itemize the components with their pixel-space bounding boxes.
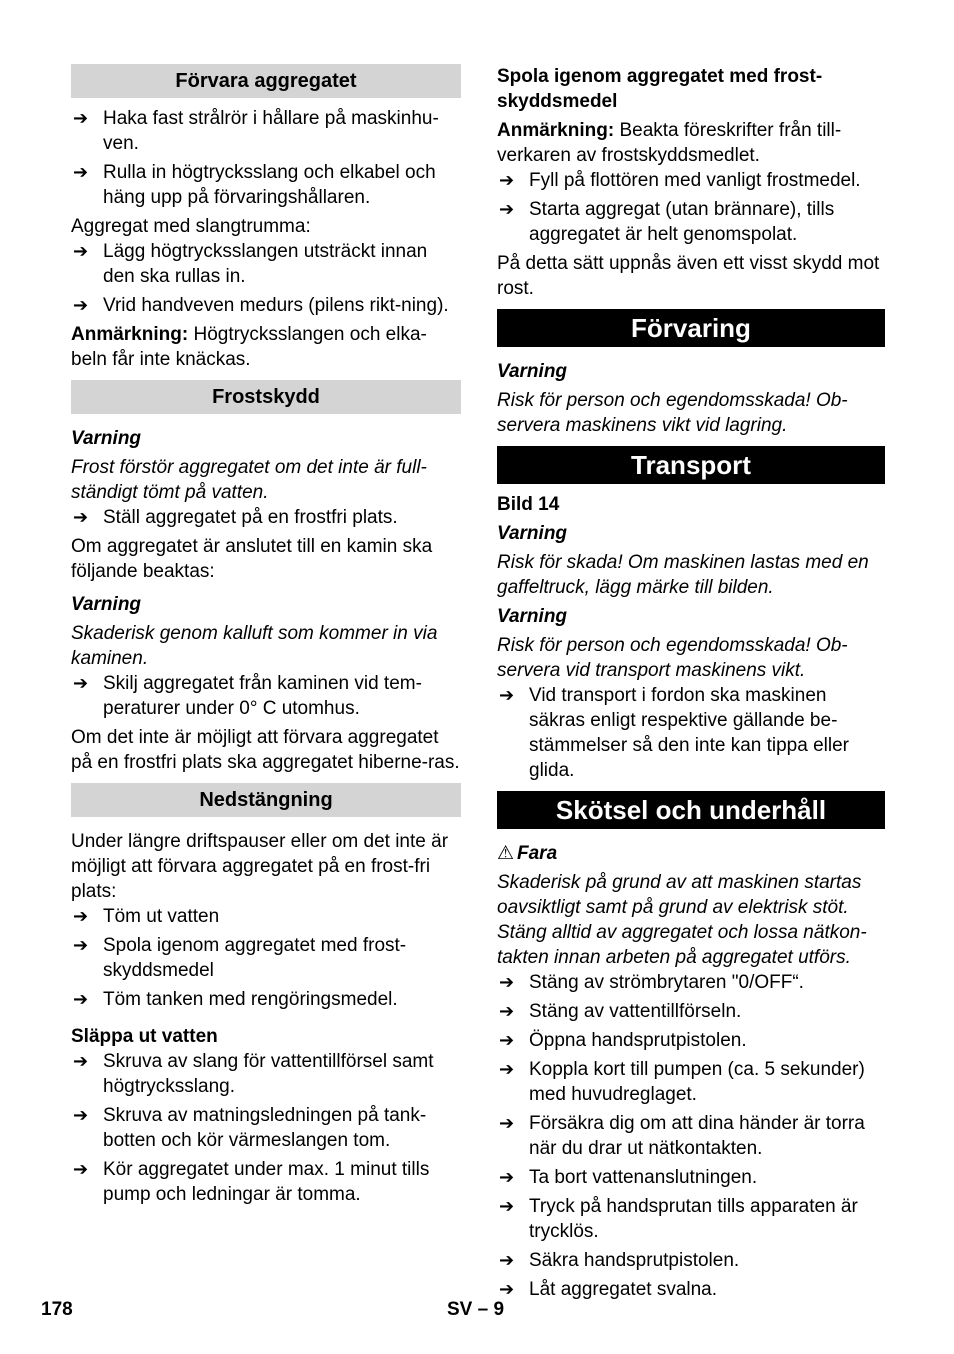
arrow-icon: ➔ bbox=[499, 1167, 515, 1187]
list-item: ➔ Ställ aggregatet på en frostfri plats. bbox=[73, 507, 398, 528]
list-item: ➔ Lägg högtrycksslangen utsträckt innan den ska rullas in. bbox=[73, 241, 428, 287]
warning-label: Varning bbox=[497, 606, 568, 627]
list-item: ➔ Fyll på flottören med vanligt frostmedel. bbox=[499, 170, 861, 191]
heading-skotsel-och-underhall: Skötsel och underhåll bbox=[497, 791, 885, 829]
warning-text: Risk för person och egendomsskada! Ob-servera maskinens vikt vid lagring. bbox=[497, 390, 848, 436]
list-item: ➔ Ta bort vattenanslutningen. bbox=[499, 1167, 758, 1188]
arrow-icon: ➔ bbox=[499, 1030, 515, 1050]
warning-text: Risk för skada! Om maskinen lastas med en gaffeltruck, lägg märke till bilden. bbox=[497, 552, 869, 598]
list-item: ➔ Starta aggregat (utan brännare), tills aggregatet är helt genomspolat. bbox=[499, 199, 835, 245]
heading-frostskydd: Frostskydd bbox=[71, 380, 461, 414]
arrow-icon: ➔ bbox=[499, 1113, 515, 1133]
paragraph: Under längre driftspauser eller om det inte är möjligt att förvara aggregatet på en frost-fri plats: bbox=[71, 831, 449, 902]
left-column bbox=[71, 64, 461, 1207]
warning-label: Varning bbox=[71, 594, 142, 615]
list-item: ➔ Töm ut vatten bbox=[73, 906, 220, 927]
warning-label: Varning bbox=[71, 428, 142, 449]
arrow-icon: ➔ bbox=[499, 972, 515, 992]
paragraph: Aggregat med slangtrumma: bbox=[71, 216, 311, 237]
list-item: ➔ Tryck på handsprutan tills apparaten är trycklös. bbox=[499, 1196, 858, 1242]
arrow-icon: ➔ bbox=[499, 1196, 515, 1216]
danger-label: ⚠ Fara bbox=[497, 843, 558, 864]
warning-label: Varning bbox=[497, 361, 568, 382]
arrow-icon: ➔ bbox=[73, 1105, 89, 1125]
list-item: ➔ Stäng av vattentillförseln. bbox=[499, 1001, 742, 1022]
arrow-icon: ➔ bbox=[499, 1059, 515, 1079]
list-item: ➔ Skruva av matningsledningen på tank-botten och kör värmeslangen tom. bbox=[73, 1105, 427, 1151]
arrow-icon: ➔ bbox=[499, 685, 515, 705]
heading-forvara-aggregatet: Förvara aggregatet bbox=[71, 64, 461, 98]
warning-triangle-icon: ⚠ bbox=[497, 843, 515, 864]
arrow-icon: ➔ bbox=[73, 241, 89, 261]
note: Anmärkning: Beakta föreskrifter från till-verkaren av frostskyddsmedlet. bbox=[497, 120, 842, 166]
list-item: ➔ Haka fast strålrör i hållare på maskinhu-ven. bbox=[73, 108, 439, 154]
list-item: ➔ Skilj aggregatet från kaminen vid tem-peraturer under 0° C utomhus. bbox=[73, 673, 422, 719]
arrow-icon: ➔ bbox=[73, 162, 89, 182]
arrow-icon: ➔ bbox=[499, 199, 515, 219]
arrow-icon: ➔ bbox=[73, 108, 89, 128]
page-number: 178 bbox=[41, 1299, 73, 1320]
arrow-icon: ➔ bbox=[73, 507, 89, 527]
list-item: ➔ Kör aggregatet under max. 1 minut tills pump och ledningar är tomma. bbox=[73, 1159, 430, 1205]
arrow-icon: ➔ bbox=[499, 1001, 515, 1021]
heading-forvaring: Förvaring bbox=[497, 309, 885, 347]
paragraph: Om det inte är möjligt att förvara aggregatet på en frostfri plats ska aggregatet hiberne-ras. bbox=[71, 727, 460, 773]
list-item: ➔ Säkra handsprutpistolen. bbox=[499, 1250, 740, 1271]
paragraph: Om aggregatet är anslutet till en kamin ska följande beaktas: bbox=[71, 536, 433, 582]
warning-text: Skaderisk genom kalluft som kommer in via kaminen. bbox=[71, 623, 438, 669]
heading-nedstangning: Nedstängning bbox=[71, 783, 461, 817]
warning-label: Varning bbox=[497, 523, 568, 544]
note: Anmärkning: Högtrycksslangen och elka-beln får inte knäckas. bbox=[71, 324, 427, 370]
arrow-icon: ➔ bbox=[73, 906, 89, 926]
warning-text: Risk för person och egendomsskada! Ob-servera vid transport maskinens vikt. bbox=[497, 635, 848, 681]
figure-reference: Bild 14 bbox=[497, 494, 560, 515]
list-item: ➔ Försäkra dig om att dina händer är torra när du drar ut nätkontakten. bbox=[499, 1113, 865, 1159]
subheading-spola-igenom: Spola igenom aggregatet med frost-skyddsmedel bbox=[497, 66, 823, 112]
heading-transport: Transport bbox=[497, 446, 885, 484]
subheading-slappa-ut-vatten: Släppa ut vatten bbox=[71, 1026, 218, 1047]
danger-text: Skaderisk på grund av att maskinen startas oavsiktligt samt på grund av elektrisk stöt. Stäng alltid av aggregatet och lossa nätkon-takten innan arbeten på aggregatet utförs. bbox=[497, 872, 867, 968]
list-item: ➔ Låt aggregatet svalna. bbox=[499, 1279, 718, 1300]
right-column bbox=[497, 64, 885, 1302]
arrow-icon: ➔ bbox=[499, 170, 515, 190]
list-item: ➔ Vrid handveven medurs (pilens rikt-ning). bbox=[73, 295, 449, 316]
list-item: ➔ Öppna handsprutpistolen. bbox=[499, 1030, 747, 1051]
arrow-icon: ➔ bbox=[73, 673, 89, 693]
arrow-icon: ➔ bbox=[499, 1250, 515, 1270]
arrow-icon: ➔ bbox=[499, 1279, 515, 1299]
list-item: ➔ Rulla in högtrycksslang och elkabel och häng upp på förvaringshållaren. bbox=[73, 162, 436, 208]
list-item: ➔ Skruva av slang för vattentillförsel samt högtrycksslang. bbox=[73, 1051, 434, 1097]
warning-text: Frost förstör aggregatet om det inte är full-ständigt tömt på vatten. bbox=[71, 457, 427, 503]
arrow-icon: ➔ bbox=[73, 1159, 89, 1179]
arrow-icon: ➔ bbox=[73, 989, 89, 1009]
list-item: ➔ Stäng av strömbrytaren "0/OFF“. bbox=[499, 972, 804, 993]
arrow-icon: ➔ bbox=[73, 935, 89, 955]
paragraph: På detta sätt uppnås även ett visst skydd mot rost. bbox=[497, 253, 880, 299]
list-item: ➔ Vid transport i fordon ska maskinen säkras enligt respektive gällande be-stämmelser så den inte kan tippa eller glida. bbox=[499, 685, 849, 781]
arrow-icon: ➔ bbox=[73, 295, 89, 315]
list-item: ➔ Koppla kort till pumpen (ca. 5 sekunder) med huvudreglaget. bbox=[499, 1059, 865, 1105]
list-item: ➔ Töm tanken med rengöringsmedel. bbox=[73, 989, 398, 1010]
list-item: ➔ Spola igenom aggregatet med frost-skyddsmedel bbox=[73, 935, 407, 981]
arrow-icon: ➔ bbox=[73, 1051, 89, 1071]
section-page-label: SV – 9 bbox=[447, 1299, 505, 1320]
